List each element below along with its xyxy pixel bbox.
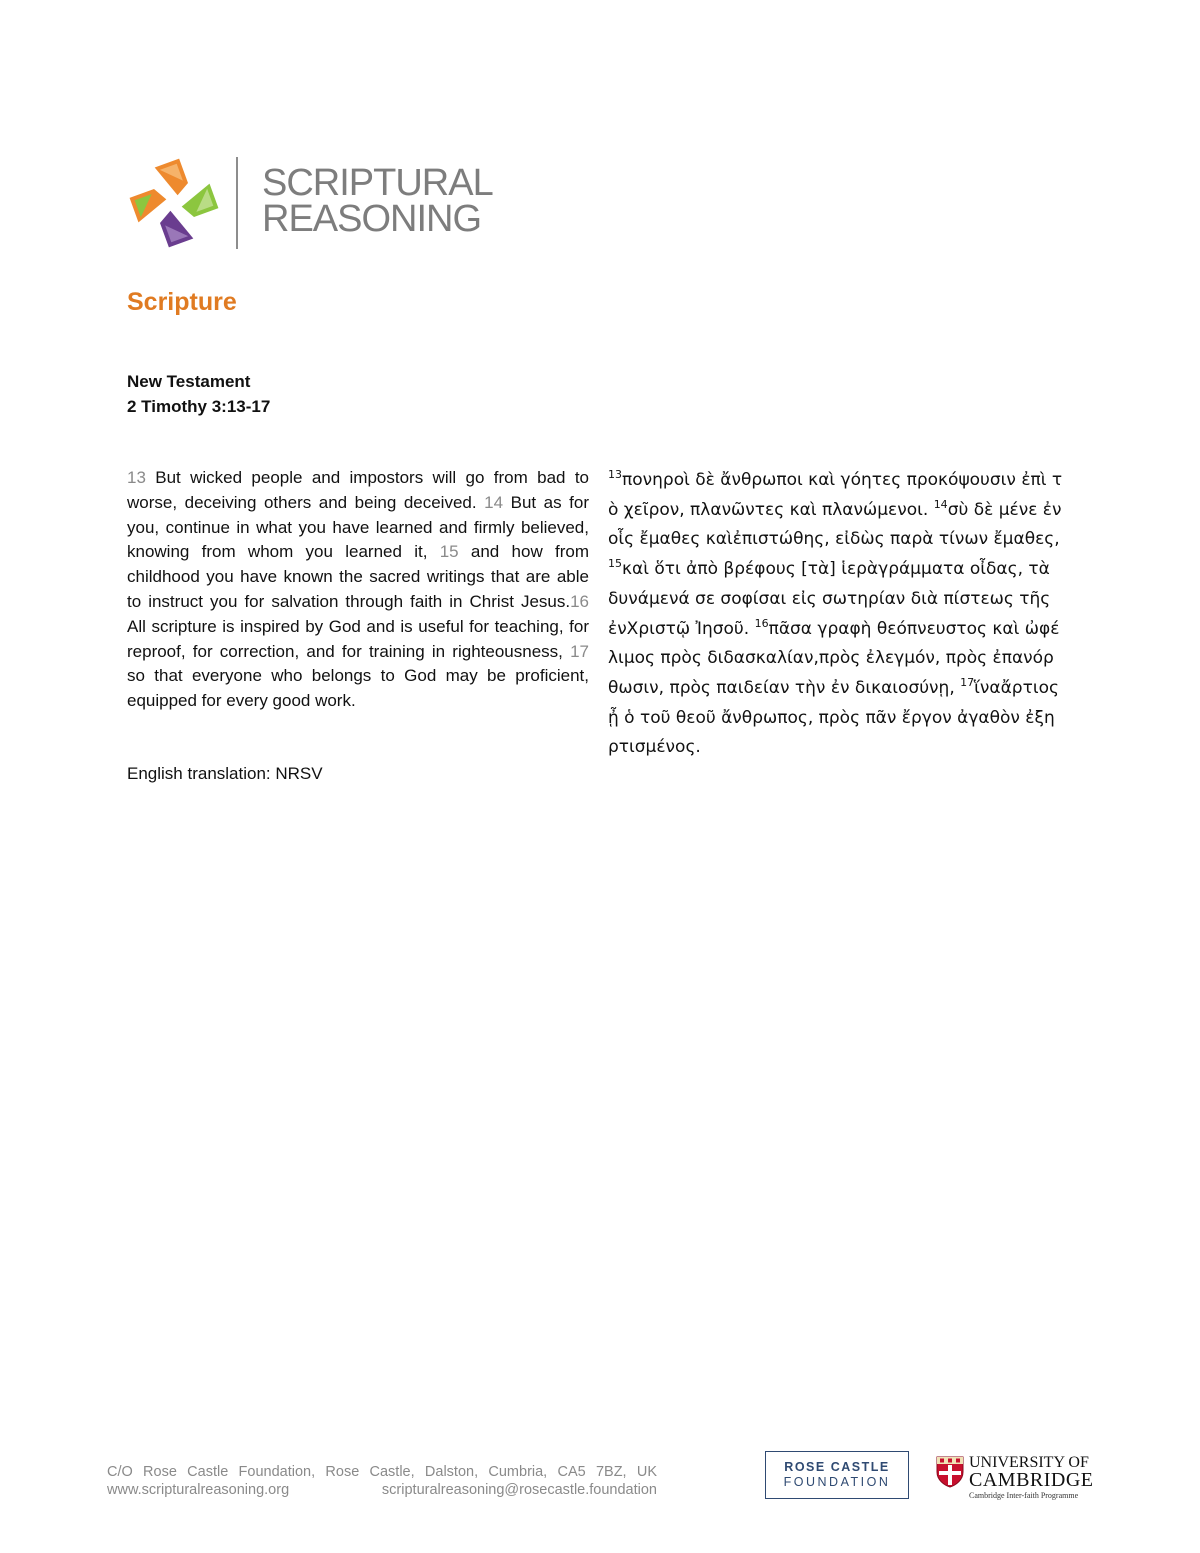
website-link[interactable]: www.scripturalreasoning.org — [107, 1482, 290, 1498]
rose-castle-foundation-logo — [765, 1451, 909, 1499]
verse-number: 16 — [754, 616, 769, 630]
logo-mark-icon — [126, 155, 222, 251]
verse-number: 17 — [960, 675, 975, 689]
verse-text: But wicked people and impostors will go from bad to worse, deceiving others and being deceived. — [127, 468, 589, 512]
verse-number: 14 — [484, 492, 504, 512]
rose-castle-line-2: FOUNDATION — [783, 1475, 891, 1489]
verse-number: 13 — [127, 468, 146, 487]
footer-address — [107, 1463, 657, 1499]
verse-text: and how from childhood you have known the sacred writings that are able to instruct you for salvation through faith in Christ Jesus. — [127, 542, 589, 611]
verse-number: 16 — [570, 591, 589, 611]
greek-text — [608, 466, 1063, 763]
verse-text: so that everyone who belongs to God may be proficient, equipped for every good work. — [127, 666, 589, 711]
cambridge-line-2: CAMBRIDGE — [969, 1469, 1094, 1491]
verse-text: ἵναἄρτιος ᾖ ὁ τοῦ θεοῦ ἄνθρωπος, πρὸς πᾶν ἔργον ἀγαθὸν ἐξηρτισμένος. — [608, 677, 1059, 758]
logo-line-1: SCRIPTURAL — [262, 162, 493, 204]
verse-text: καὶ ὅτι ἀπὸ βρέφους [τὰ] ἱερὰγράμματα οἶδας, τὰ δυνάμενά σε σοφίσαι εἰς σωτηρίαν διὰ πίστεως τῆς ἐνΧριστῷ Ἰησοῦ. — [608, 559, 1051, 639]
testament-label: New Testament — [127, 372, 251, 391]
cambridge-line-1: UNIVERSITY OF — [969, 1454, 1089, 1471]
verse-number: 14 — [933, 497, 948, 511]
verse-text: But as for you, continue in what you have learned and firmly believed, knowing from whom you learned it, — [127, 492, 590, 562]
verse-text: All scripture is inspired by God and is useful for teaching, for reproof, for correction, and for training in righteousness, — [127, 616, 589, 661]
postal-address: C/O Rose Castle Foundation, Rose Castle, Dalston, Cumbria, CA5 7BZ, UK — [107, 1464, 657, 1480]
email-link[interactable]: scripturalreasoning@rosecastle.foundation — [381, 1482, 657, 1498]
scriptural-reasoning-logo — [126, 155, 493, 251]
verse-text: πονηροὶ δὲ ἄνθρωποι καὶ γόητες προκόψουσιν ἐπὶ τὸ χεῖρον, πλανῶντες καὶ πλανώμενοι. — [608, 470, 1063, 520]
logo-divider — [236, 157, 238, 249]
english-text — [127, 466, 589, 714]
section-title: Scripture — [127, 288, 237, 316]
logo-wordmark — [262, 162, 493, 240]
verse-number: 17 — [570, 641, 589, 661]
passage-meta — [127, 369, 270, 419]
passage-reference: 2 Timothy 3:13-17 — [127, 397, 271, 416]
verse-text: σὺ δὲ μένε ἐν οἷς ἔμαθες καὶἐπιστώθης, εἰδὼς παρὰ τίνων ἔμαθες, — [608, 499, 1062, 550]
translation-note: English translation: NRSV — [127, 764, 323, 783]
cambridge-shield-icon — [936, 1456, 964, 1488]
logo-line-2: REASONING — [262, 198, 482, 240]
rose-castle-line-1: ROSE CASTLE — [784, 1460, 890, 1474]
verse-number: 13 — [608, 468, 622, 481]
university-of-cambridge-logo — [936, 1454, 1096, 1504]
footer-contacts — [107, 1481, 657, 1499]
cambridge-programme: Cambridge Inter-faith Programme — [969, 1491, 1079, 1500]
verse-number: 15 — [608, 557, 622, 571]
verse-number: 15 — [439, 542, 459, 562]
verse-text: πᾶσα γραφὴ θεόπνευστος καὶ ὠφέλιμος πρὸς διδασκαλίαν,πρὸς ἐλεγμόν, πρὸς ἐπανόρθωσιν, πρὸς παιδείαν τὴν ἐν δικαιοσύνῃ, — [608, 618, 1060, 698]
